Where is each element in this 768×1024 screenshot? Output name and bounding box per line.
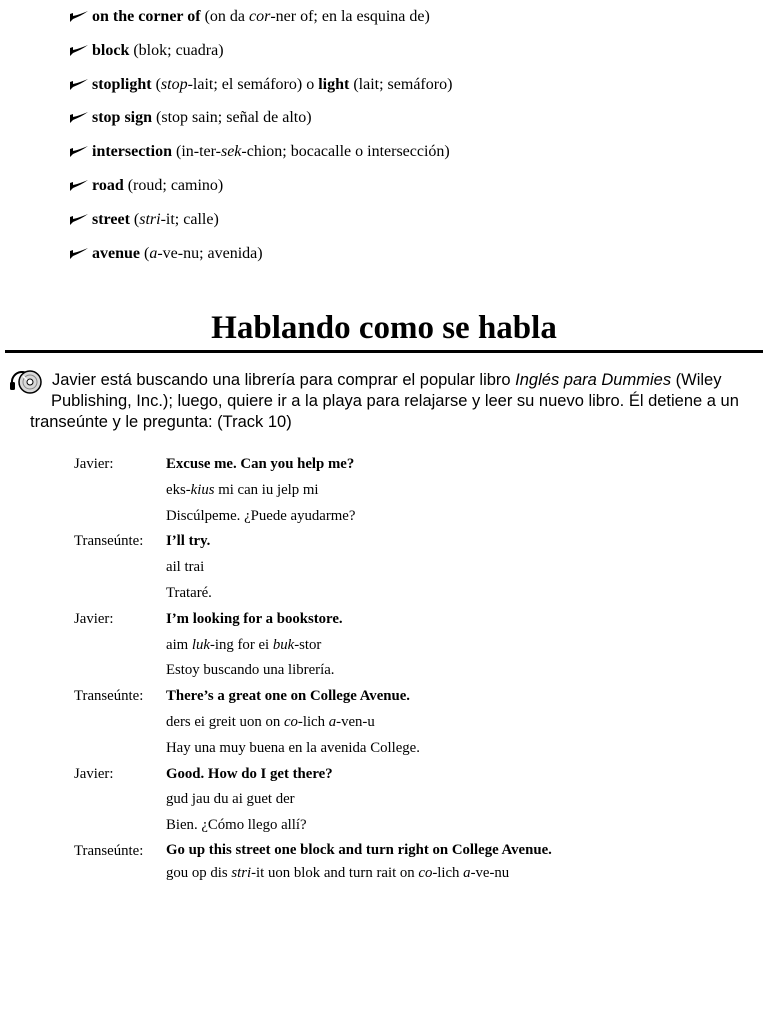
bold-text: Excuse me. Can you help me?: [166, 456, 355, 472]
dialogue-lines: [166, 684, 634, 761]
dialogue-line: [166, 861, 634, 887]
intro-line: [30, 391, 766, 412]
dialogue-lines: [166, 452, 634, 529]
bold-text: intersection: [92, 143, 172, 161]
vocab-item: [68, 175, 758, 209]
dialogue-line: [166, 581, 634, 607]
dialogue-line: [166, 813, 634, 839]
text-run: (: [151, 75, 161, 93]
bold-text: street: [92, 210, 130, 228]
text-run: (Wiley: [671, 371, 722, 389]
bold-text: stoplight: [92, 75, 152, 93]
intro-line: [30, 412, 766, 433]
text-run: aim: [166, 636, 192, 653]
check-mark-icon: [68, 107, 90, 129]
vocabulary-list: [68, 6, 758, 276]
bold-text: I’m looking for a bookstore.: [166, 610, 343, 627]
text-run: -ve-nu; avenida): [157, 244, 263, 262]
section-title: Hablando como se habla: [211, 310, 557, 346]
vocab-item: [68, 6, 758, 40]
italic-text: a: [328, 713, 337, 730]
text-run: Estoy buscando una librería.: [166, 662, 335, 679]
italic-text: co: [418, 864, 433, 881]
vocab-item: [68, 74, 758, 108]
speaker-name: Javier:: [74, 765, 114, 782]
italic-text: Inglés para Dummies: [515, 371, 672, 389]
check-mark-icon: [68, 40, 90, 62]
dialogue-line: [166, 529, 634, 555]
speaker-name: Transeúnte:: [74, 688, 144, 705]
text-run: Hay una muy buena en la avenida College.: [166, 739, 420, 756]
speaker-name: Transeúnte:: [74, 842, 144, 859]
bold-text: Good. How do I get there?: [166, 765, 333, 782]
speaker-name: Transeúnte:: [74, 533, 144, 550]
dialogue-turn: [74, 762, 634, 839]
dialogue-line: [166, 658, 634, 684]
check-mark-icon: [68, 243, 90, 265]
text-run: -ven-u: [336, 713, 375, 730]
italic-text: a: [463, 864, 471, 881]
bold-text: block: [92, 41, 130, 59]
speaker-name: Javier:: [74, 610, 114, 627]
vocab-text: [92, 6, 430, 28]
dialogue-line: [166, 710, 634, 736]
text-run: (: [129, 210, 140, 228]
bold-text: I’ll try.: [166, 533, 211, 550]
dialogue-lines: [166, 762, 634, 839]
dialogue-line: [166, 633, 634, 659]
text-run: ail trai: [166, 559, 205, 576]
vocab-item: [68, 141, 758, 175]
dialogue-turn: [74, 607, 634, 684]
italic-text: buk: [272, 636, 295, 653]
text-run: Bien. ¿Cómo llego allí?: [166, 817, 307, 834]
vocab-text: [92, 175, 223, 197]
text-run: Discúlpeme. ¿Puede ayudarme?: [166, 507, 356, 524]
text-run: (on da: [200, 8, 250, 25]
italic-text: stri: [139, 210, 161, 228]
dialogue-line: [166, 478, 634, 504]
dialogue-line: [166, 452, 634, 478]
text-run: -stor: [294, 636, 322, 653]
text-run: gud jau du ai guet der: [166, 791, 295, 808]
text-run: (: [140, 244, 150, 262]
check-mark-icon: [68, 6, 90, 28]
text-run: ders ei greit uon on: [166, 713, 284, 730]
text-run: (stop sain; señal de alto): [152, 109, 312, 127]
vocab-item: [68, 40, 758, 74]
text-run: Publishing, Inc.); luego, quiere ir a la playa para relajarse y leer su nuevo libro. Él detiene a un: [51, 392, 739, 410]
text-run: (roud; camino): [123, 176, 224, 194]
text-run: -ing for ei: [209, 636, 273, 653]
bold-text: avenue: [92, 244, 140, 262]
bold-text: road: [92, 176, 124, 194]
vocab-text: [92, 243, 263, 265]
italic-text: cor: [249, 8, 271, 25]
italic-text: kius: [190, 481, 215, 498]
text-run: gou op dis: [166, 864, 232, 881]
intro-line: [30, 370, 766, 391]
text-run: transeúnte y le pregunta: (Track 10): [30, 413, 292, 431]
italic-text: sek: [220, 143, 242, 161]
italic-text: co: [283, 713, 298, 730]
dialogue: [74, 452, 634, 887]
vocab-text: [92, 74, 452, 96]
vocab-item: [68, 209, 758, 243]
vocab-item: [68, 107, 758, 141]
dialogue-lines: [166, 529, 634, 606]
text-run: (lait; semáforo): [349, 75, 453, 93]
text-run: -ner of; en la esquina de): [270, 8, 430, 25]
dialogue-turn: [74, 452, 634, 529]
text-run: -it uon blok and turn rait on: [251, 864, 419, 881]
text-run: (blok; cuadra): [129, 41, 224, 59]
vocab-text: [92, 141, 450, 163]
check-mark-icon: [68, 175, 90, 197]
text-run: -chion; bocacalle o intersección): [241, 143, 450, 161]
intro-paragraph: [30, 370, 766, 433]
dialogue-line: [166, 787, 634, 813]
bold-text: There’s a great one on College Avenue.: [166, 688, 410, 705]
text-run: -lich: [432, 864, 464, 881]
text-run: eks-: [166, 481, 191, 498]
dialogue-turn: [74, 684, 634, 761]
check-mark-icon: [68, 74, 90, 96]
text-run: -lait; el semáforo) o: [187, 75, 319, 93]
italic-text: stop: [160, 75, 188, 93]
bold-text: stop sign: [92, 109, 153, 127]
text-run: mi can iu jelp mi: [214, 481, 319, 498]
dialogue-line: [166, 736, 634, 762]
bold-text: on the corner of: [92, 8, 201, 25]
dialogue-turn: [74, 839, 634, 887]
vocab-text: [92, 209, 219, 231]
check-mark-icon: [68, 209, 90, 231]
dialogue-line: [166, 555, 634, 581]
text-run: Trataré.: [166, 584, 212, 601]
check-mark-icon: [68, 141, 90, 163]
dialogue-lines: [166, 839, 634, 887]
vocab-text: [92, 40, 224, 62]
vocab-text: [92, 107, 312, 129]
text-run: (in-ter-: [171, 143, 221, 161]
italic-text: stri: [231, 864, 252, 881]
dialogue-lines: [166, 607, 634, 684]
bold-text: Go up this street one block and turn right on College Avenue.: [166, 841, 552, 858]
vocab-item: [68, 243, 758, 277]
dialogue-line: [166, 504, 634, 530]
speaker-name: Javier:: [74, 456, 114, 472]
text-run: -lich: [297, 713, 329, 730]
dialogue-line: [166, 607, 634, 633]
italic-text: luk: [191, 636, 210, 653]
text-run: -it; calle): [160, 210, 219, 228]
dialogue-line: [166, 762, 634, 788]
text-run: Javier está buscando una librería para comprar el popular libro: [52, 371, 516, 389]
text-run: -ve-nu: [470, 864, 510, 881]
dialogue-turn: [74, 529, 634, 606]
section-divider: [5, 350, 763, 353]
dialogue-line: [166, 839, 634, 861]
dialogue-line: [166, 684, 634, 710]
bold-text: light: [318, 75, 350, 93]
italic-text: a: [149, 244, 158, 262]
